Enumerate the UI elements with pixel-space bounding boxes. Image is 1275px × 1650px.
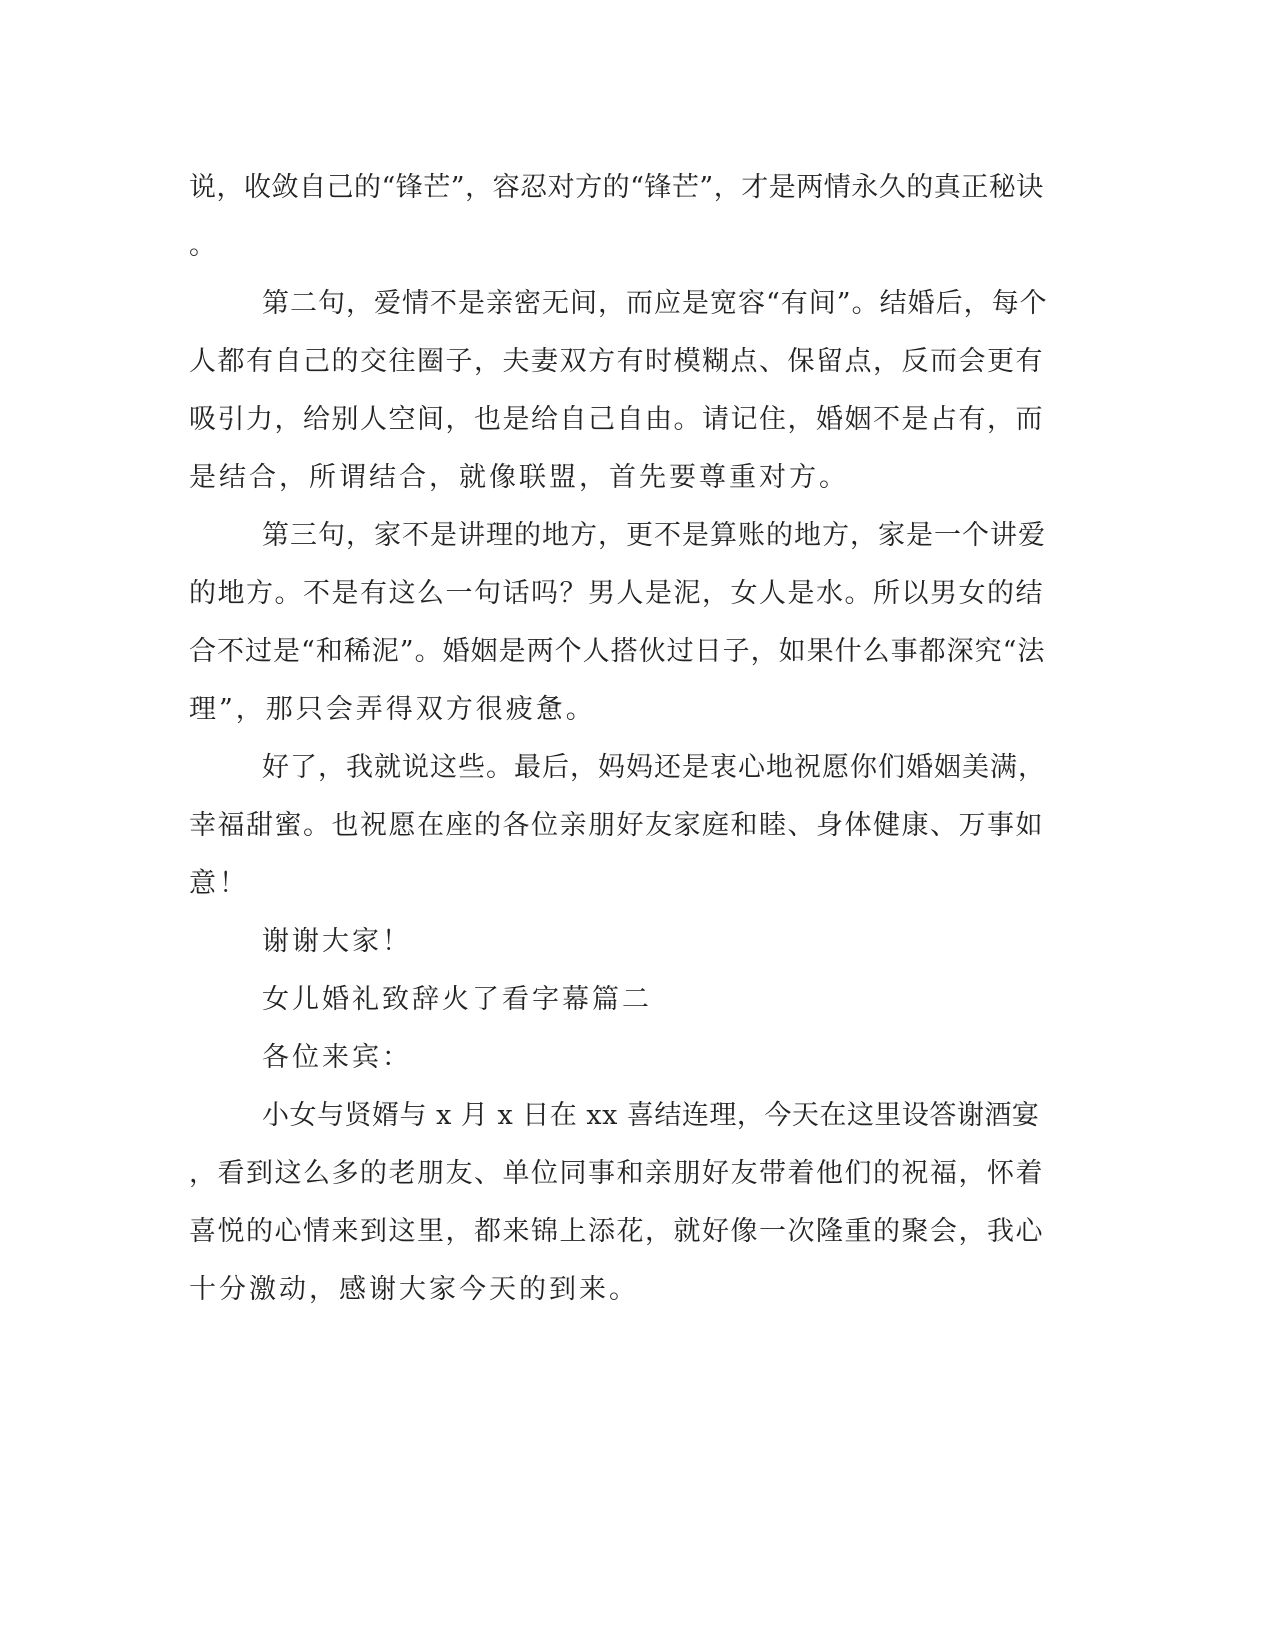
text-line: 吸引力，给别人空间，也是给自己自由。请记住，婚姻不是占有，而 xyxy=(189,404,1044,435)
text-line: ，看到这么多的老朋友、单位同事和亲朋好友带着他们的祝福，怀着 xyxy=(189,1158,1044,1189)
salutation: 各位来宾： xyxy=(262,1042,412,1073)
section-heading: 女儿婚礼致辞火了看字幕篇二 xyxy=(262,984,652,1015)
text-line: 理”，那只会弄得双方很疲惫。 xyxy=(189,694,596,725)
text-line: 幸福甜蜜。也祝愿在座的各位亲朋好友家庭和睦、身体健康、万事如 xyxy=(189,810,1044,841)
paragraph-start: 小女与贤婿与 x 月 x 日在 xx 喜结连理，今天在这里设答谢酒宴 xyxy=(262,1100,1040,1131)
paragraph-start: 第二句，爱情不是亲密无间，而应是宽容“有间”。结婚后，每个 xyxy=(262,288,1048,319)
text-line: 喜悦的心情来到这里，都来锦上添花，就好像一次隆重的聚会，我心 xyxy=(189,1216,1044,1247)
text-line: 意！ xyxy=(189,868,249,899)
paragraph-start: 好了，我就说这些。最后，妈妈还是衷心地祝愿你们婚姻美满， xyxy=(262,752,1046,783)
text-line: 说，收敛自己的“锋芒”，容忍对方的“锋芒”，才是两情永久的真正秘诀 xyxy=(189,172,1044,203)
closing-line: 谢谢大家！ xyxy=(262,926,412,957)
paragraph-start: 第三句，家不是讲理的地方，更不是算账的地方，家是一个讲爱 xyxy=(262,520,1046,551)
text-line: 人都有自己的交往圈子，夫妻双方有时模糊点、保留点，反而会更有 xyxy=(189,346,1044,377)
text-line: 十分激动，感谢大家今天的到来。 xyxy=(189,1274,639,1305)
text-line: 合不过是“和稀泥”。婚姻是两个人搭伙过日子，如果什么事都深究“法 xyxy=(189,636,1046,667)
text-line: 的地方。不是有这么一句话吗？男人是泥，女人是水。所以男女的结 xyxy=(189,578,1044,609)
text-line: 是结合，所谓结合，就像联盟，首先要尊重对方。 xyxy=(189,462,849,493)
text-line: 。 xyxy=(189,230,219,261)
